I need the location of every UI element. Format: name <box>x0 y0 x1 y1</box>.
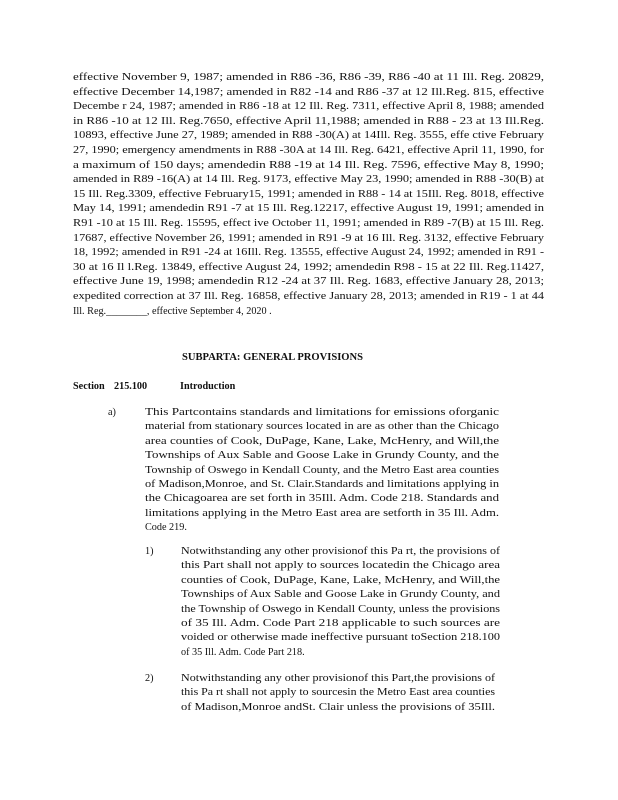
history-line: 27, 1990; emergency amendments in R88 -30A at 14 Ill. Reg. 6421, effective April 11, 1990, for <box>73 145 544 156</box>
para-1-line: Townships of Aux Sable and Goose Lake in Grundy County, and <box>181 589 500 601</box>
section-title: Introduction <box>180 381 236 392</box>
history-line: 15 Ill. Reg.3309, effective February15, 1991; amended in R88 - 14 at 15Ill. Reg. 8018, effective <box>73 188 545 200</box>
history-line: 17687, effective November 26, 1991; amended in R91 -9 at 16 Ill. Reg. 3132, effective February <box>73 232 544 244</box>
history-line: effective June 19, 1998; amendedin R12 -24 at 37 Ill. Reg. 1683, effective January 28, 2013; <box>73 276 544 288</box>
para-2-line: this Pa rt shall not apply to sourcesin the Metro East area counties <box>181 687 495 699</box>
para-a-line: Township of Oswego in Kendall County, and the Metro East area counties <box>145 464 499 476</box>
history-line: expedited correction at 37 Ill. Reg. 16858, effective January 28, 2013; amended in R19 - 1 at 44 <box>73 291 545 302</box>
history-line: 18, 1992; amended in R91 -24 at 16Ill. Reg. 13555, effective August 24, 1992; amended in R91 - <box>73 247 545 259</box>
para-1-line: Notwithstanding any other provisionof this Pa rt, the provisions of <box>181 546 500 557</box>
history-line: in R86 -10 at 12 Ill. Reg.7650, effective April 11,1988; amended in R88 - 23 at 13 Ill.Reg. <box>73 115 544 127</box>
history-line: 10893, effective June 27, 1989; amended in R88 -30(A) at 14Ill. Reg. 3555, effe ctive February <box>73 130 544 142</box>
para-2-line: Notwithstanding any other provisionof this Part,the provisions of <box>181 673 495 684</box>
para-a-line: of Madison,Monroe, and St. Clair.Standards and limitations applying in <box>145 479 500 490</box>
section-label: Section <box>73 381 105 392</box>
history-line: effective December 14,1987; amended in R82 -14 and R86 -37 at 12 Ill.Reg. 815, effective <box>73 86 544 98</box>
para-a-line: the Chicagoarea are set forth in 35Ill. Adm. Code 218. Standards and <box>145 493 499 505</box>
history-line: effective November 9, 1987; amended in R86 -36, R86 -39, R86 -40 at 11 Ill. Reg. 20829, <box>73 72 544 83</box>
para-2-marker: 2) <box>145 673 154 684</box>
para-a-line: material from stationary sources located in are as other than the Chicago <box>145 421 499 433</box>
para-1-line: counties of Cook, DuPage, Kane, Lake, McHenry, and Will,the <box>181 574 501 586</box>
history-line: Ill. Reg.________, effective September 4, 2020 . <box>73 305 272 317</box>
history-line: May 14, 1991; amendedin R91 -7 at 15 Ill. Reg.12217, effective August 19, 1991; amended in <box>73 203 544 215</box>
para-a-line: This Partcontains standards and limitations for emissions oforganic <box>145 407 499 418</box>
para-1-line: voided or otherwise made ineffective pursuant toSection 218.100 <box>181 632 500 644</box>
para-1-line: of 35 Ill. Adm. Code Part 218. <box>181 646 305 658</box>
para-2-line: of Madison,Monroe andSt. Clair unless the provisions of 35Ill. <box>181 701 495 713</box>
history-line: a maximum of 150 days; amendedin R88 -19 at 14 Ill. Reg. 7596, effective May 8, 1990; <box>73 159 545 171</box>
history-line: R91 -10 at 15 Ill. Reg. 15595, effect ive October 11, 1991; amended in R89 -7(B) at 15 Ill. Reg. <box>73 218 544 229</box>
para-a-marker: a) <box>108 407 116 418</box>
history-line: amended in R89 -16(A) at 14 Ill. Reg. 9173, effective May 23, 1990; amended in R88 -30(B) at <box>73 174 545 186</box>
para-a-line: area counties of Cook, DuPage, Kane, Lake, McHenry, and Will,the <box>145 435 500 447</box>
para-a-line: limitations applying in the Metro East area are setforth in 35 Ill. Adm. <box>145 507 500 519</box>
para-1-line: of 35 Ill. Adm. Code Part 218 applicable to such sources are <box>181 618 501 629</box>
section-number: 215.100 <box>114 381 148 392</box>
para-a-line: Code 219. <box>145 522 187 534</box>
para-1-marker: 1) <box>145 546 154 557</box>
para-1-line: this Part shall not apply to sources locatedin the Chicago area <box>181 560 501 572</box>
history-line: 30 at 16 Il l.Reg. 13849, effective August 24, 1992; amendedin R98 - 15 at 22 Ill. Reg.11427, <box>73 261 544 273</box>
subpart-heading: SUBPARTA: GENERAL PROVISIONS <box>182 352 364 363</box>
para-1-line: the Township of Oswego in Kendall County, unless the provisions <box>181 603 500 615</box>
history-line: Decembe r 24, 1987; amended in R86 -18 at 12 Ill. Reg. 7311, effective April 8, 1988; amended <box>73 101 544 113</box>
para-a-line: Townships of Aux Sable and Goose Lake in Grundy County, and the <box>145 450 500 462</box>
